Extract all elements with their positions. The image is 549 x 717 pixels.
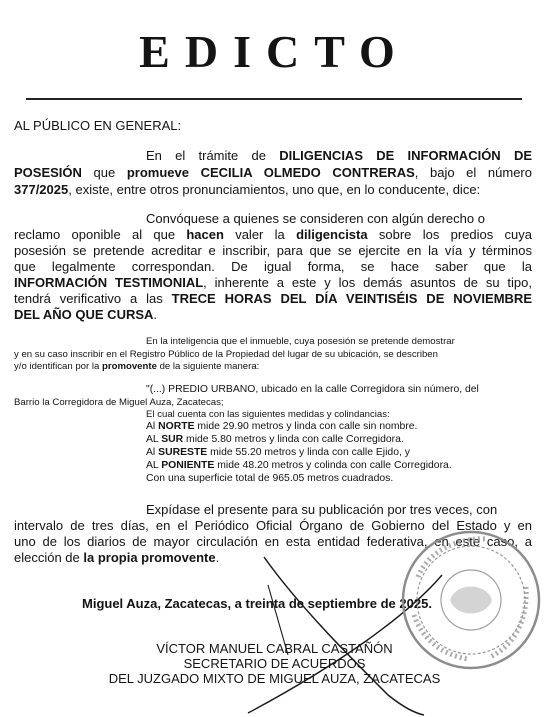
predio-line-1: "(...) PREDIO URBANO, ubicado en la calle Corregidora sin número, del: [146, 384, 479, 395]
paragraph-1-line-2: POSESIÓN que promueve CECILIA OLMEDO CONTRERAS, bajo el número: [14, 165, 532, 180]
paragraph-2-line-4: que legalmente correspondan. De igual forma, se hace saber que la: [14, 259, 532, 274]
boundary-south: AL SUR mide 5.80 metros y linda con calle Corregidora.: [146, 434, 404, 445]
signatory-name: VÍCTOR MANUEL CABRAL CASTAÑÓN: [156, 641, 393, 656]
paragraph-3-line-1: En la inteligencia que el inmueble, cuya posesión se pretende demostrar: [146, 336, 455, 347]
paragraph-2-line-2: reclamo oponible al que hacen valer la diligencista sobre los predios cuya: [14, 227, 532, 242]
predio-line-3: El cual cuenta con las siguientes medidas y colindancias:: [146, 409, 390, 420]
paragraph-2-line-5: INFORMACIÓN TESTIMONIAL, inherente a este y los demás asuntos de su tipo,: [14, 275, 532, 290]
boundary-southeast: Al SURESTE mide 55.20 metros y linda con calle Ejido, y: [146, 447, 410, 458]
paragraph-3-line-3: y/o identifican por la promovente de la siguiente manera:: [14, 361, 260, 372]
total-area: Con una superficie total de 965.05 metros cuadrados.: [146, 473, 394, 484]
salutation: AL PÚBLICO EN GENERAL:: [14, 118, 182, 133]
boundary-west: AL PONIENTE mide 48.20 metros y colinda con calle Corregidora.: [146, 460, 452, 471]
predio-line-2: Barrio la Corregidora de Miguel Auza, Zacatecas;: [14, 397, 224, 408]
paragraph-2-line-7: DEL AÑO QUE CURSA.: [14, 307, 158, 322]
court-name: DEL JUZGADO MIXTO DE MIGUEL AUZA, ZACATECAS: [108, 671, 441, 686]
paragraph-1-line-3: 377/2025, existe, entre otros pronunciamientos, uno que, en lo conducente, dice:: [14, 182, 481, 197]
date-line: Miguel Auza, Zacatecas, a treinta de septiembre de 2025.: [82, 596, 432, 611]
paragraph-4-line-3: uno de los diarios de mayor circulación en esta entidad federativa, en este caso, a: [14, 534, 532, 549]
paragraph-4-line-1: Expídase el presente para su publicación por tres veces, con: [146, 502, 498, 517]
court-seal: [398, 527, 544, 673]
paragraph-3-line-2: y en su caso inscribir en el Registro Público de la Propiedad del lugar de su ubicación, se describen: [14, 349, 438, 360]
paragraph-4-line-2: intervalo de tres días, en el Periódico Oficial Órgano de Gobierno del Estado y en: [14, 518, 532, 533]
paragraph-2-line-1: Convóquese a quienes se consideren con algún derecho o: [146, 211, 485, 226]
document-title: EDICTO: [139, 26, 410, 77]
paragraph-4-line-4: elección de la propia promovente.: [14, 550, 220, 565]
paragraph-1-line-1: En el trámite de DILIGENCIAS DE INFORMACIÓN DE: [146, 148, 532, 163]
paragraph-2-line-6: tendrá verificativo a las TRECE HORAS DEL DÍA VEINTISÉIS DE NOVIEMBRE: [14, 291, 532, 306]
signatory-role: SECRETARIO DE ACUERDOS: [183, 656, 366, 671]
title-divider: [26, 98, 522, 100]
boundary-north: Al NORTE mide 29.90 metros y linda con calle sin nombre.: [146, 421, 418, 432]
paragraph-2-line-3: posesión se pretende acreditar e inscribir, para que se ejercite en la vía y términos: [14, 243, 532, 258]
